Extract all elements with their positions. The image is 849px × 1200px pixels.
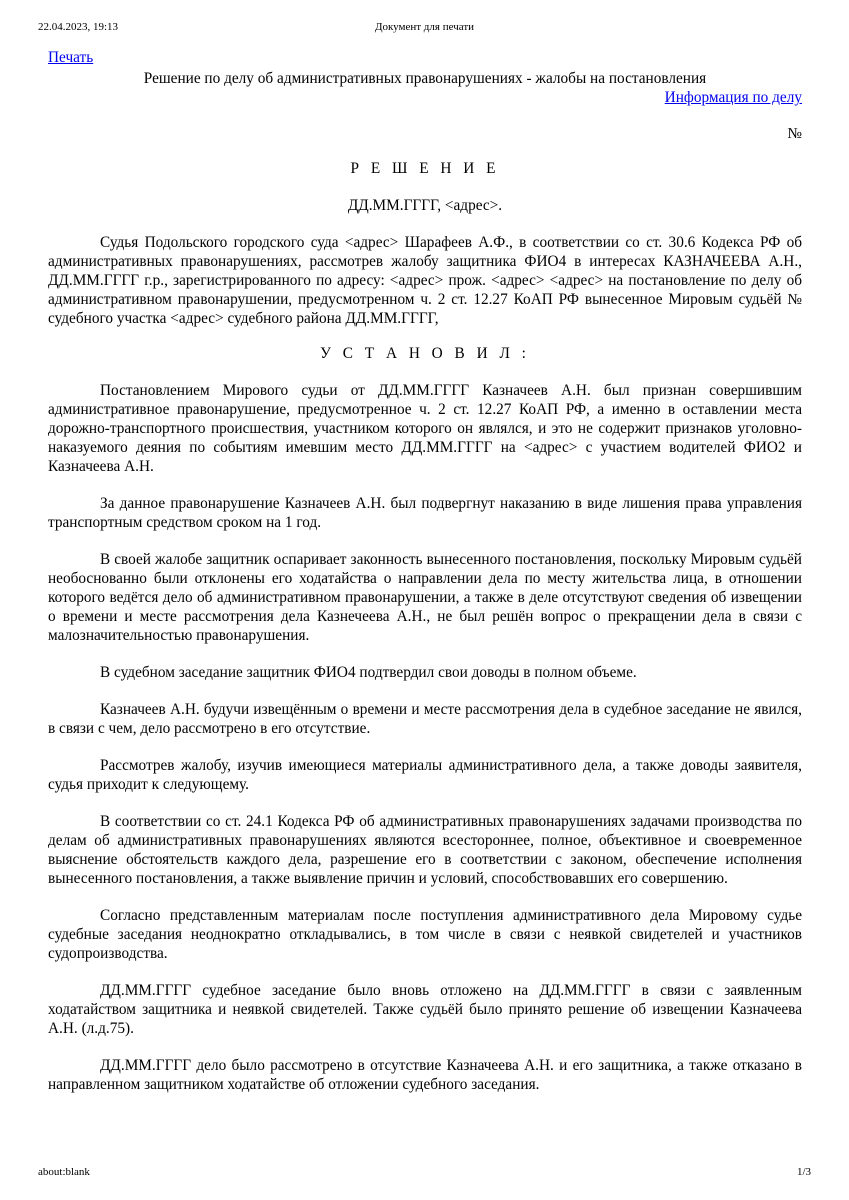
case-info-link[interactable]: Информация по делу bbox=[664, 89, 802, 106]
decision-heading: Р Е Ш Е Н И Е bbox=[350, 160, 500, 177]
document-title: Решение по делу об административных правонарушениях - жалобы на постановления bbox=[143, 70, 707, 87]
document-body bbox=[48, 48, 802, 1094]
print-link[interactable]: Печать bbox=[48, 49, 94, 66]
paragraph: ДД.ММ.ГГГГ судебное заседание было вновь отложено на ДД.ММ.ГГГГ в связи с заявленным ходатайством защитника и неявкой свидетелей. Также судьёй было принято решение об извещении Казначеева А.Н. (л.д.75). bbox=[48, 982, 802, 1037]
paragraph: За данное правонарушение Казначеев А.Н. был подвергнут наказанию в виде лишения права управления транспортным средством сроком на 1 год. bbox=[48, 495, 802, 531]
page-counter: 1/3 bbox=[796, 1166, 811, 1178]
established-heading: У С Т А Н О В И Л : bbox=[320, 345, 530, 362]
paragraph: Согласно представленным материалам после поступления административного дела Мировому судье судебные заседания неоднократно откладывались, в том числе в связи с неявкой свидетелей и участников судопроизводства. bbox=[48, 907, 802, 962]
paragraph: Казначеев А.Н. будучи извещённым о времени и месте рассмотрения дела в судебное заседание не явился, в связи с чем, дело рассмотрено в его отсутствие. bbox=[48, 701, 802, 737]
paragraph: В судебном заседание защитник ФИО4 подтвердил свои доводы в полном объеме. bbox=[100, 664, 637, 681]
paragraph: В своей жалобе защитник оспаривает законность вынесенного постановления, поскольку Мировым судьёй необоснованно были отклонены его ходатайства о направлении дела по месту жительства лица, в отношении которого ведётся дело об административном правонарушении, а также в деле отсутствуют сведения об извещении о времени и месте рассмотрения дела Казнечеева А.Н., не был решён вопрос о прекращении дела в связи с малозначительностью правонарушения. bbox=[48, 551, 802, 644]
paragraph: ДД.ММ.ГГГГ дело было рассмотрено в отсутствие Казначеева А.Н. и его защитника, а также отказано в направленном защитником ходатайстве об отложении судебного заседания. bbox=[48, 1057, 802, 1093]
date-place: ДД.ММ.ГГГГ, <адрес>. bbox=[347, 197, 503, 214]
case-number-sign: № bbox=[787, 125, 802, 142]
print-header-title: Документ для печати bbox=[374, 21, 475, 33]
paragraph: Рассмотрев жалобу, изучив имеющиеся материалы административного дела, а также доводы заявителя, судья приходит к следующему. bbox=[48, 757, 802, 793]
print-footer-url: about:blank bbox=[38, 1166, 90, 1178]
paragraph: Постановлением Мирового судьи от ДД.ММ.ГГГГ Казначеев А.Н. был признан совершившим административное правонарушение, предусмотренное ч. 2 ст. 12.27 КоАП РФ, а именно в оставлении места дорожно-транспортного происшествия, участником которого он являлся, и это не содержит признаков уголовно-наказуемого деяния по событиям имевшим место ДД.ММ.ГГГГ на <адрес> с участием водителей ФИО2 и Казначеева А.Н. bbox=[48, 382, 802, 475]
paragraph: В соответствии со ст. 24.1 Кодекса РФ об административных правонарушениях задачами производства по делам об административных правонарушениях являются всестороннее, полное, объективное и своевременное выяснение обстоятельств каждого дела, разрешение его в соответствии с законом, обеспечение исполнения вынесенного постановления, а также выявление причин и условий, способствовавших его совершению. bbox=[48, 813, 802, 887]
print-datetime: 22.04.2023, 19:13 bbox=[38, 21, 119, 33]
intro-paragraph: Судья Подольского городского суда <адрес> Шарафеев А.Ф., в соответствии со ст. 30.6 Кодекса РФ об административных правонарушениях, рассмотрев жалобу защитника ФИО4 в интересах КАЗНАЧЕЕВА А.Н., ДД.ММ.ГГГГ г.р., зарегистрированного по адресу: <адрес> прож. <адрес> <адрес> на постановление по делу об административном правонарушении, предусмотренном ч. 2 ст. 12.27 КоАП РФ вынесенное Мировым судьёй № судебного участка <адрес> судебного района ДД.ММ.ГГГГ, bbox=[48, 234, 802, 327]
